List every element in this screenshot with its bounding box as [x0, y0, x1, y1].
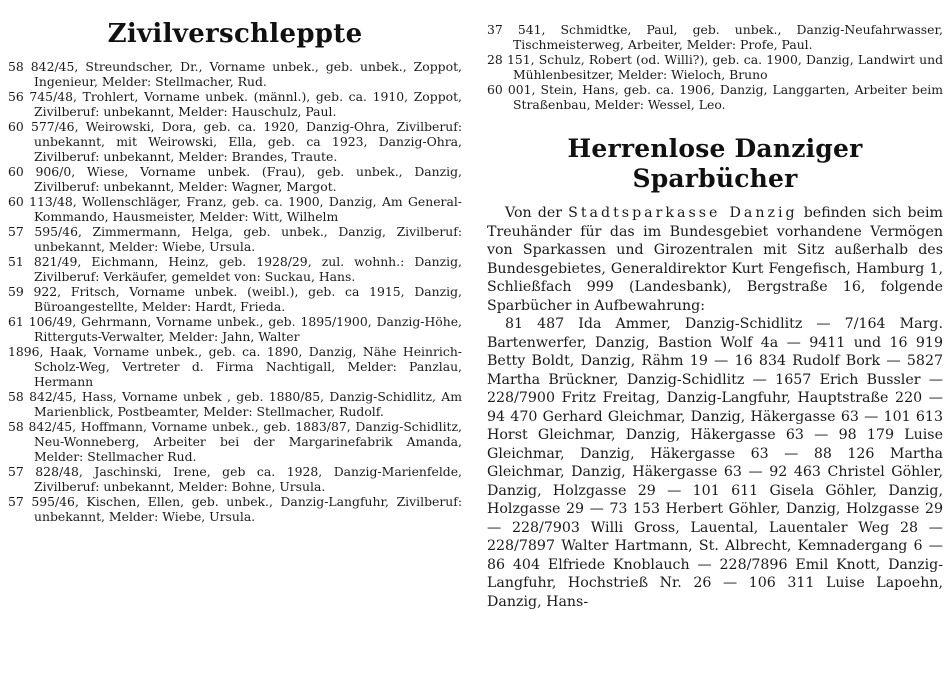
list-item: 60 001, Stein, Hans, geb. ca. 1906, Danzig, Langgarten, Arbeiter beim Straßenbau, Melder: Wessel, Leo. [487, 82, 943, 112]
list-item: 57 595/46, Zimmermann, Helga, geb. unbek., Danzig, Zivilberuf: unbekannt, Melder: Wiebe, Ursula. [8, 224, 462, 254]
list-item: 37 541, Schmidtke, Paul, geb. unbek., Danzig-Neufahrwasser, Tischmeisterweg, Arbeiter, Melder: Profe, Paul. [487, 22, 943, 52]
right-column [487, 0, 943, 611]
list-item: 60 113/48, Wollenschläger, Franz, geb. ca. 1900, Danzig, Am General-Kommando, Hausmeister, Melder: Witt, Wilhelm [8, 194, 462, 224]
sparbuecher-list: 81 487 Ida Ammer, Danzig-Schidlitz — 7/164 Marg. Bartenwerfer, Danzig, Bastion Wolf 4a — 9411 und 16 919 Betty Boldt, Danzig, Rähm 19 — 16 834 Rudolf Bork — 5827 Martha Brückner, Danzig-Schidlitz — 1657 Erich Bussler — 228/7900 Fritz Freitag, Danzig-Langfuhr, Hauptstraße 220 — 94 470 Gerhard Gleichmar, Danzig, Häkergasse 63 — 101 613 Horst Gleichmar, Danzig, Häkergasse 63 — 98 179 Luise Gleichmar, Danzig, Häkergasse 63 — 88 126 Martha Gleichmar, Danzig, Häkergasse 63 — 92 463 Christel Göhler, Danzig, Holzgasse 29 — 101 611 Gisela Göhler, Danzig, Holzgasse 29 — 73 153 Herbert Göhler, Danzig, Holzgasse 29 — 228/7903 Willi Gross, Lauental, Lauentaler Weg 28 — 228/7897 Walter Hartmann, St. Albrecht, Kemnadergang 6 — 86 404 Elfriede Knoblauch — 228/7896 Emil Knott, Danzig-Langfuhr, Hochstrieß Nr. 26 — 106 311 Luise Lapoehn, Danzig, Hans- [487, 316, 943, 610]
list-item: 51 821/49, Eichmann, Heinz, geb. 1928/29, zul. wohnh.: Danzig, Zivilberuf: Verkäufer, gemeldet von: Suckau, Hans. [8, 254, 462, 284]
intro-prefix: Von der [505, 205, 562, 221]
list-item: 57 828/48, Jaschinski, Irene, geb ca. 1928, Danzig-Marienfelde, Zivilberuf: unbekannt, Melder: Bohne, Ursula. [8, 464, 462, 494]
list-item: 58 842/45, Hass, Vorname unbek , geb. 1880/85, Danzig-Schidlitz, Am Marienblick, Postbeamter, Melder: Stellmacher, Rudolf. [8, 389, 462, 419]
zivilverschleppte-heading: Zivilverschleppte [107, 19, 363, 49]
intro-rest: befinden sich beim Treuhänder für das im Bundesgebiet vorhandene Vermögen von Sparkassen und Girozentralen mit Sitz außerhalb des Bundesgebietes, Generaldirektor Kurt Fengefisch, Hamburg 1, Schließfach 999 (Landesbank), Bergstraße 16, folgende Sparbücher in Aufbewahrung: [487, 205, 944, 314]
sparbuecher-heading: Herrenlose Danziger Sparbücher [567, 134, 863, 193]
list-item: 56 745/48, Trohlert, Vorname unbek. (männl.), geb. ca. 1910, Zoppot, Zivilberuf: unbekannt, Melder: Hauschulz, Paul. [8, 89, 462, 119]
list-item: 28 151, Schulz, Robert (od. Willi?), geb. ca. 1900, Danzig, Landwirt und Mühlenbesitzer, Melder: Wieloch, Bruno [487, 52, 943, 82]
list-item: 60 906/0, Wiese, Vorname unbek. (Frau), geb. unbek., Danzig, Zivilberuf: unbekannt, Melder: Wagner, Margot. [8, 164, 462, 194]
sparbuecher-intro [487, 204, 943, 315]
list-item: 57 595/46, Kischen, Ellen, geb. unbek., Danzig-Langfuhr, Zivilberuf: unbekannt, Melder: Wiebe, Ursula. [8, 494, 462, 524]
zivilverschleppte-list-continued [487, 22, 943, 112]
list-item: 59 922, Fritsch, Vorname unbek. (weibl.), geb. ca 1915, Danzig, Büroangestellte, Melder: Hardt, Frieda. [8, 284, 462, 314]
list-item: 58 842/45, Streundscher, Dr., Vorname unbek., geb. unbek., Zoppot, Ingenieur, Melder: Stellmacher, Rud. [8, 59, 462, 89]
list-item: 1896, Haak, Vorname unbek., geb. ca. 1890, Danzig, Nähe Heinrich-Scholz-Weg, Vertreter d. Firma Nachtigall, Melder: Panzlau, Hermann [8, 344, 462, 389]
intro-institution: Stadtsparkasse Danzig [568, 205, 798, 221]
list-item: 60 577/46, Weirowski, Dora, geb. ca. 1920, Danzig-Ohra, Zivilberuf: unbekannt, mit Weirowski, Ella, geb. ca 1923, Danzig-Ohra, Zivilberuf: unbekannt, Melder: Brandes, Traute. [8, 119, 462, 164]
list-item: 61 106/49, Gehrmann, Vorname unbek., geb. 1895/1900, Danzig-Höhe, Ritterguts-Verwalter, Melder: Jahn, Walter [8, 314, 462, 344]
left-column [8, 0, 462, 524]
zivilverschleppte-list [8, 59, 462, 524]
list-item: 58 842/45, Hoffmann, Vorname unbek., geb. 1883/87, Danzig-Schidlitz, Neu-Wonneberg, Arbeiter bei der Margarinefabrik Amanda, Melder: Stellmacher Rud. [8, 419, 462, 464]
